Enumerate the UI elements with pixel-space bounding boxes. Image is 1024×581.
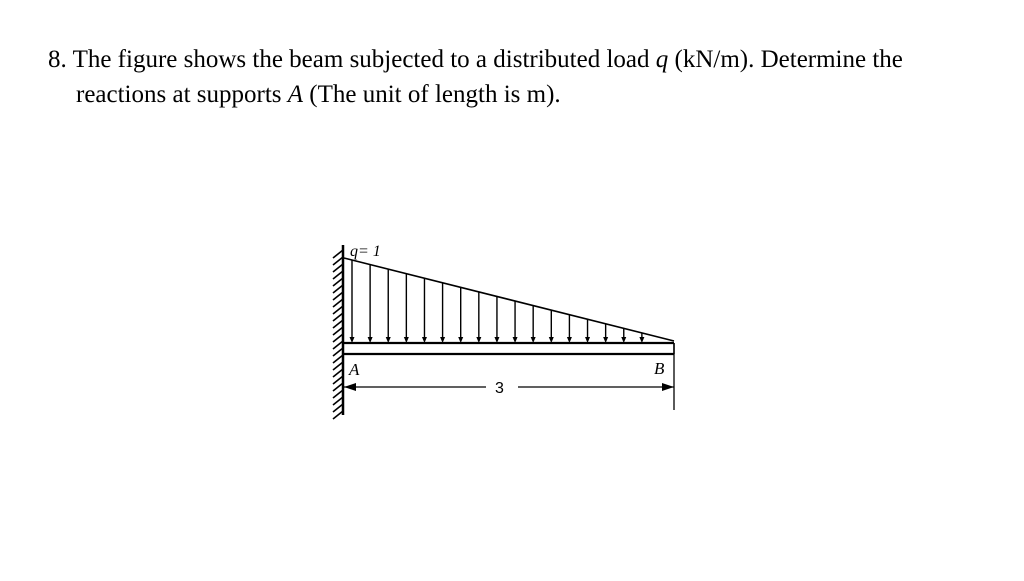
load-label: q= 1 xyxy=(350,243,381,260)
wall-hatch-mark xyxy=(333,397,343,405)
span-label: 3 xyxy=(495,380,504,397)
wall-hatch-mark xyxy=(333,390,343,398)
wall-hatch-mark xyxy=(333,348,343,356)
load-arrow xyxy=(386,269,391,343)
wall-hatch-mark xyxy=(333,271,343,279)
load-arrow xyxy=(513,301,518,343)
wall-hatch-mark xyxy=(333,292,343,300)
problem-text-3: reactions at supports xyxy=(76,81,282,108)
wall-hatch-mark xyxy=(333,411,343,419)
distributed-load xyxy=(344,258,674,343)
wall-hatch-mark xyxy=(333,278,343,286)
wall-hatch-mark xyxy=(333,313,343,321)
load-arrow xyxy=(422,278,427,343)
problem-text-4: (The unit of length is m). xyxy=(309,81,561,108)
wall-hatch-mark xyxy=(333,355,343,363)
support-symbol: A xyxy=(287,81,304,108)
fixed-wall xyxy=(333,245,343,419)
wall-hatch-mark xyxy=(333,327,343,335)
load-arrow xyxy=(549,310,554,343)
wall-hatch-mark xyxy=(333,299,343,307)
load-arrow xyxy=(621,328,626,343)
dimension-line xyxy=(344,383,674,391)
load-arrow xyxy=(458,287,463,343)
wall-hatch-mark xyxy=(333,404,343,412)
problem-text-1: The figure shows the beam subjected to a distributed load xyxy=(72,46,650,73)
wall-hatch-mark xyxy=(333,334,343,342)
load-arrow xyxy=(639,333,644,343)
load-arrow xyxy=(404,274,409,343)
problem-text-2: (kN/m). Determine the xyxy=(674,46,903,73)
wall-hatch-mark xyxy=(333,341,343,349)
wall-hatch-mark xyxy=(333,285,343,293)
load-top-line xyxy=(344,258,674,341)
wall-hatch-mark xyxy=(333,369,343,377)
load-arrow xyxy=(585,319,590,343)
load-arrow xyxy=(494,296,499,343)
problem-number: 8. xyxy=(48,46,67,73)
wall-hatch-mark xyxy=(333,383,343,391)
load-arrow xyxy=(440,283,445,343)
load-arrow xyxy=(476,292,481,343)
load-arrow xyxy=(350,260,355,343)
load-arrow xyxy=(603,324,608,343)
beam xyxy=(344,343,674,354)
wall-hatch-mark xyxy=(333,376,343,384)
wall-hatch-mark xyxy=(333,264,343,272)
wall-hatch-mark xyxy=(333,250,343,258)
wall-hatch-mark xyxy=(333,362,343,370)
point-b-label: B xyxy=(654,359,665,378)
q-symbol: q xyxy=(655,46,669,73)
wall-hatch-mark xyxy=(333,320,343,328)
wall-hatch-mark xyxy=(333,257,343,265)
wall-hatch-mark xyxy=(333,306,343,314)
point-a-label: A xyxy=(349,360,360,379)
load-arrow xyxy=(368,265,373,343)
load-arrow xyxy=(531,306,536,343)
load-arrow xyxy=(567,315,572,343)
